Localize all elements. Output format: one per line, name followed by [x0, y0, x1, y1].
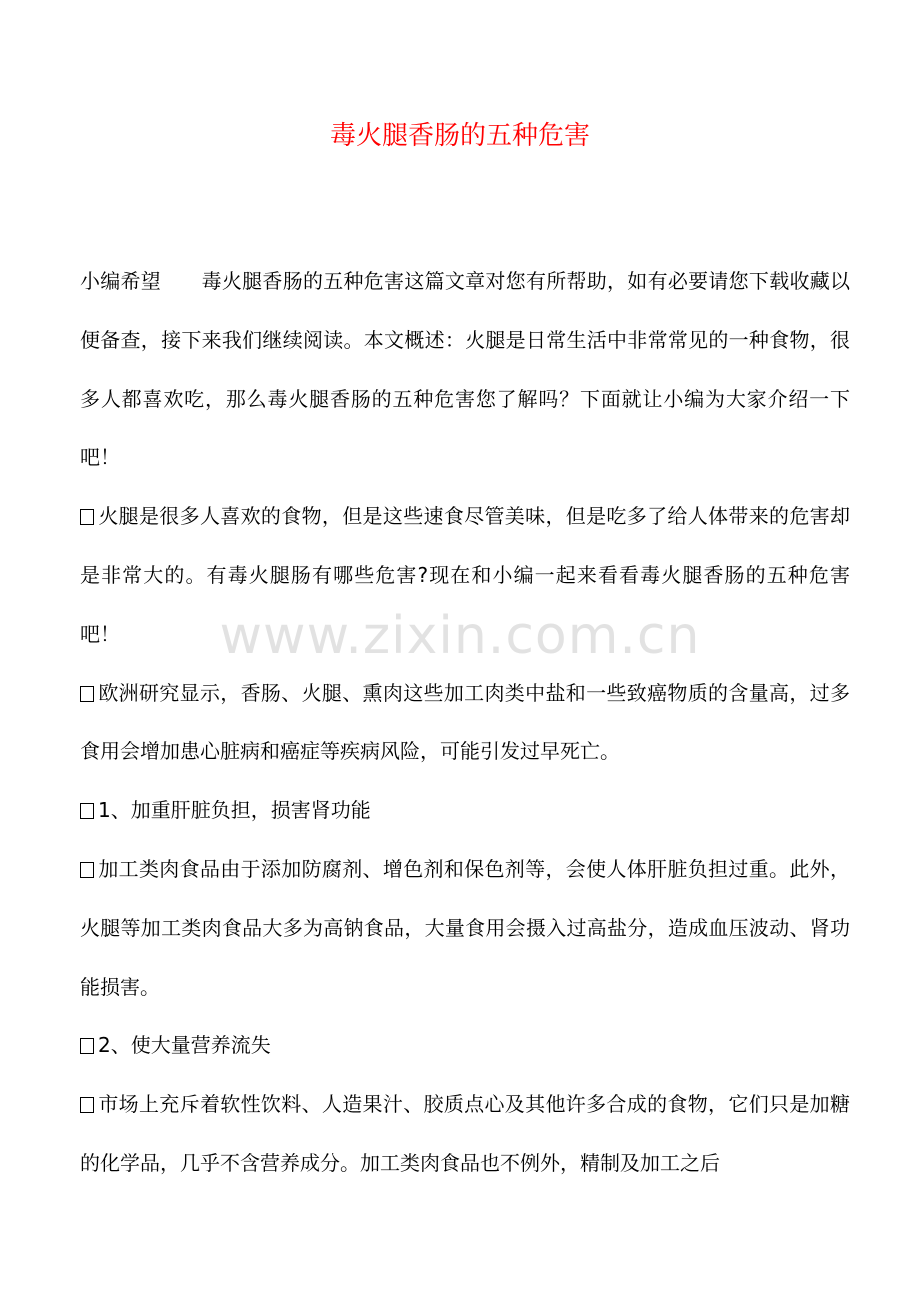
paragraph-text: 小编希望 毒火腿香肠的五种危害这篇文章对您有所帮助，如有必要请您下载收藏以便备查，接下来我们继续阅读。本文概述：火腿是日常生活中非常常见的一种食物，很多人都喜欢吃，那么毒火腿香肠的五种危害您了解吗？下面就让小编为大家介绍一下吧！ [80, 269, 850, 470]
paragraph [80, 781, 850, 840]
paragraph-text: 欧洲研究显示，香肠、火腿、熏肉这些加工肉类中盐和一些致癌物质的含量高，过多食用会增加患心脏病和癌症等疾病风险，可能引发过早死亡。 [80, 680, 850, 764]
document-body [80, 252, 850, 1193]
checkbox-glyph-icon [80, 862, 94, 878]
paragraph-text: 火腿是很多人喜欢的食物，但是这些速食尽管美味，但是吃多了给人体带来的危害却是非常大的。有毒火腿肠有哪些危害?现在和小编一起来看看毒火腿香肠的五种危害吧！ [80, 504, 850, 646]
paragraph [80, 840, 850, 1016]
paragraph-text: 加工类肉食品由于添加防腐剂、增色剂和保色剂等，会使人体肝脏负担过重。此外，火腿等加工类肉食品大多为高钠食品，大量食用会摄入过高盐分，造成血压波动、肾功能损害。 [80, 856, 850, 999]
section-heading-text: 1、加重肝脏负担，损害肾功能 [98, 798, 371, 823]
checkbox-glyph-icon [80, 686, 94, 702]
paragraph [80, 487, 850, 663]
paragraph [80, 664, 850, 782]
section-heading-text: 2、使大量营养流失 [98, 1033, 271, 1058]
checkbox-glyph-icon [80, 803, 94, 819]
document-title: 毒火腿香肠的五种危害 [329, 121, 590, 151]
paragraph [80, 252, 850, 487]
paragraph-text: 市场上充斥着软性饮料、人造果汁、胶质点心及其他许多合成的食物，它们只是加糖的化学品，几乎不含营养成分。加工类肉食品也不例外，精制及加工之后 [80, 1092, 850, 1175]
checkbox-glyph-icon [80, 1097, 94, 1113]
paragraph [80, 1075, 850, 1193]
paragraph [80, 1016, 850, 1075]
checkbox-glyph-icon [80, 1038, 94, 1054]
watermark: www.zixin.com.cn [219, 606, 701, 666]
checkbox-glyph-icon [80, 509, 94, 525]
